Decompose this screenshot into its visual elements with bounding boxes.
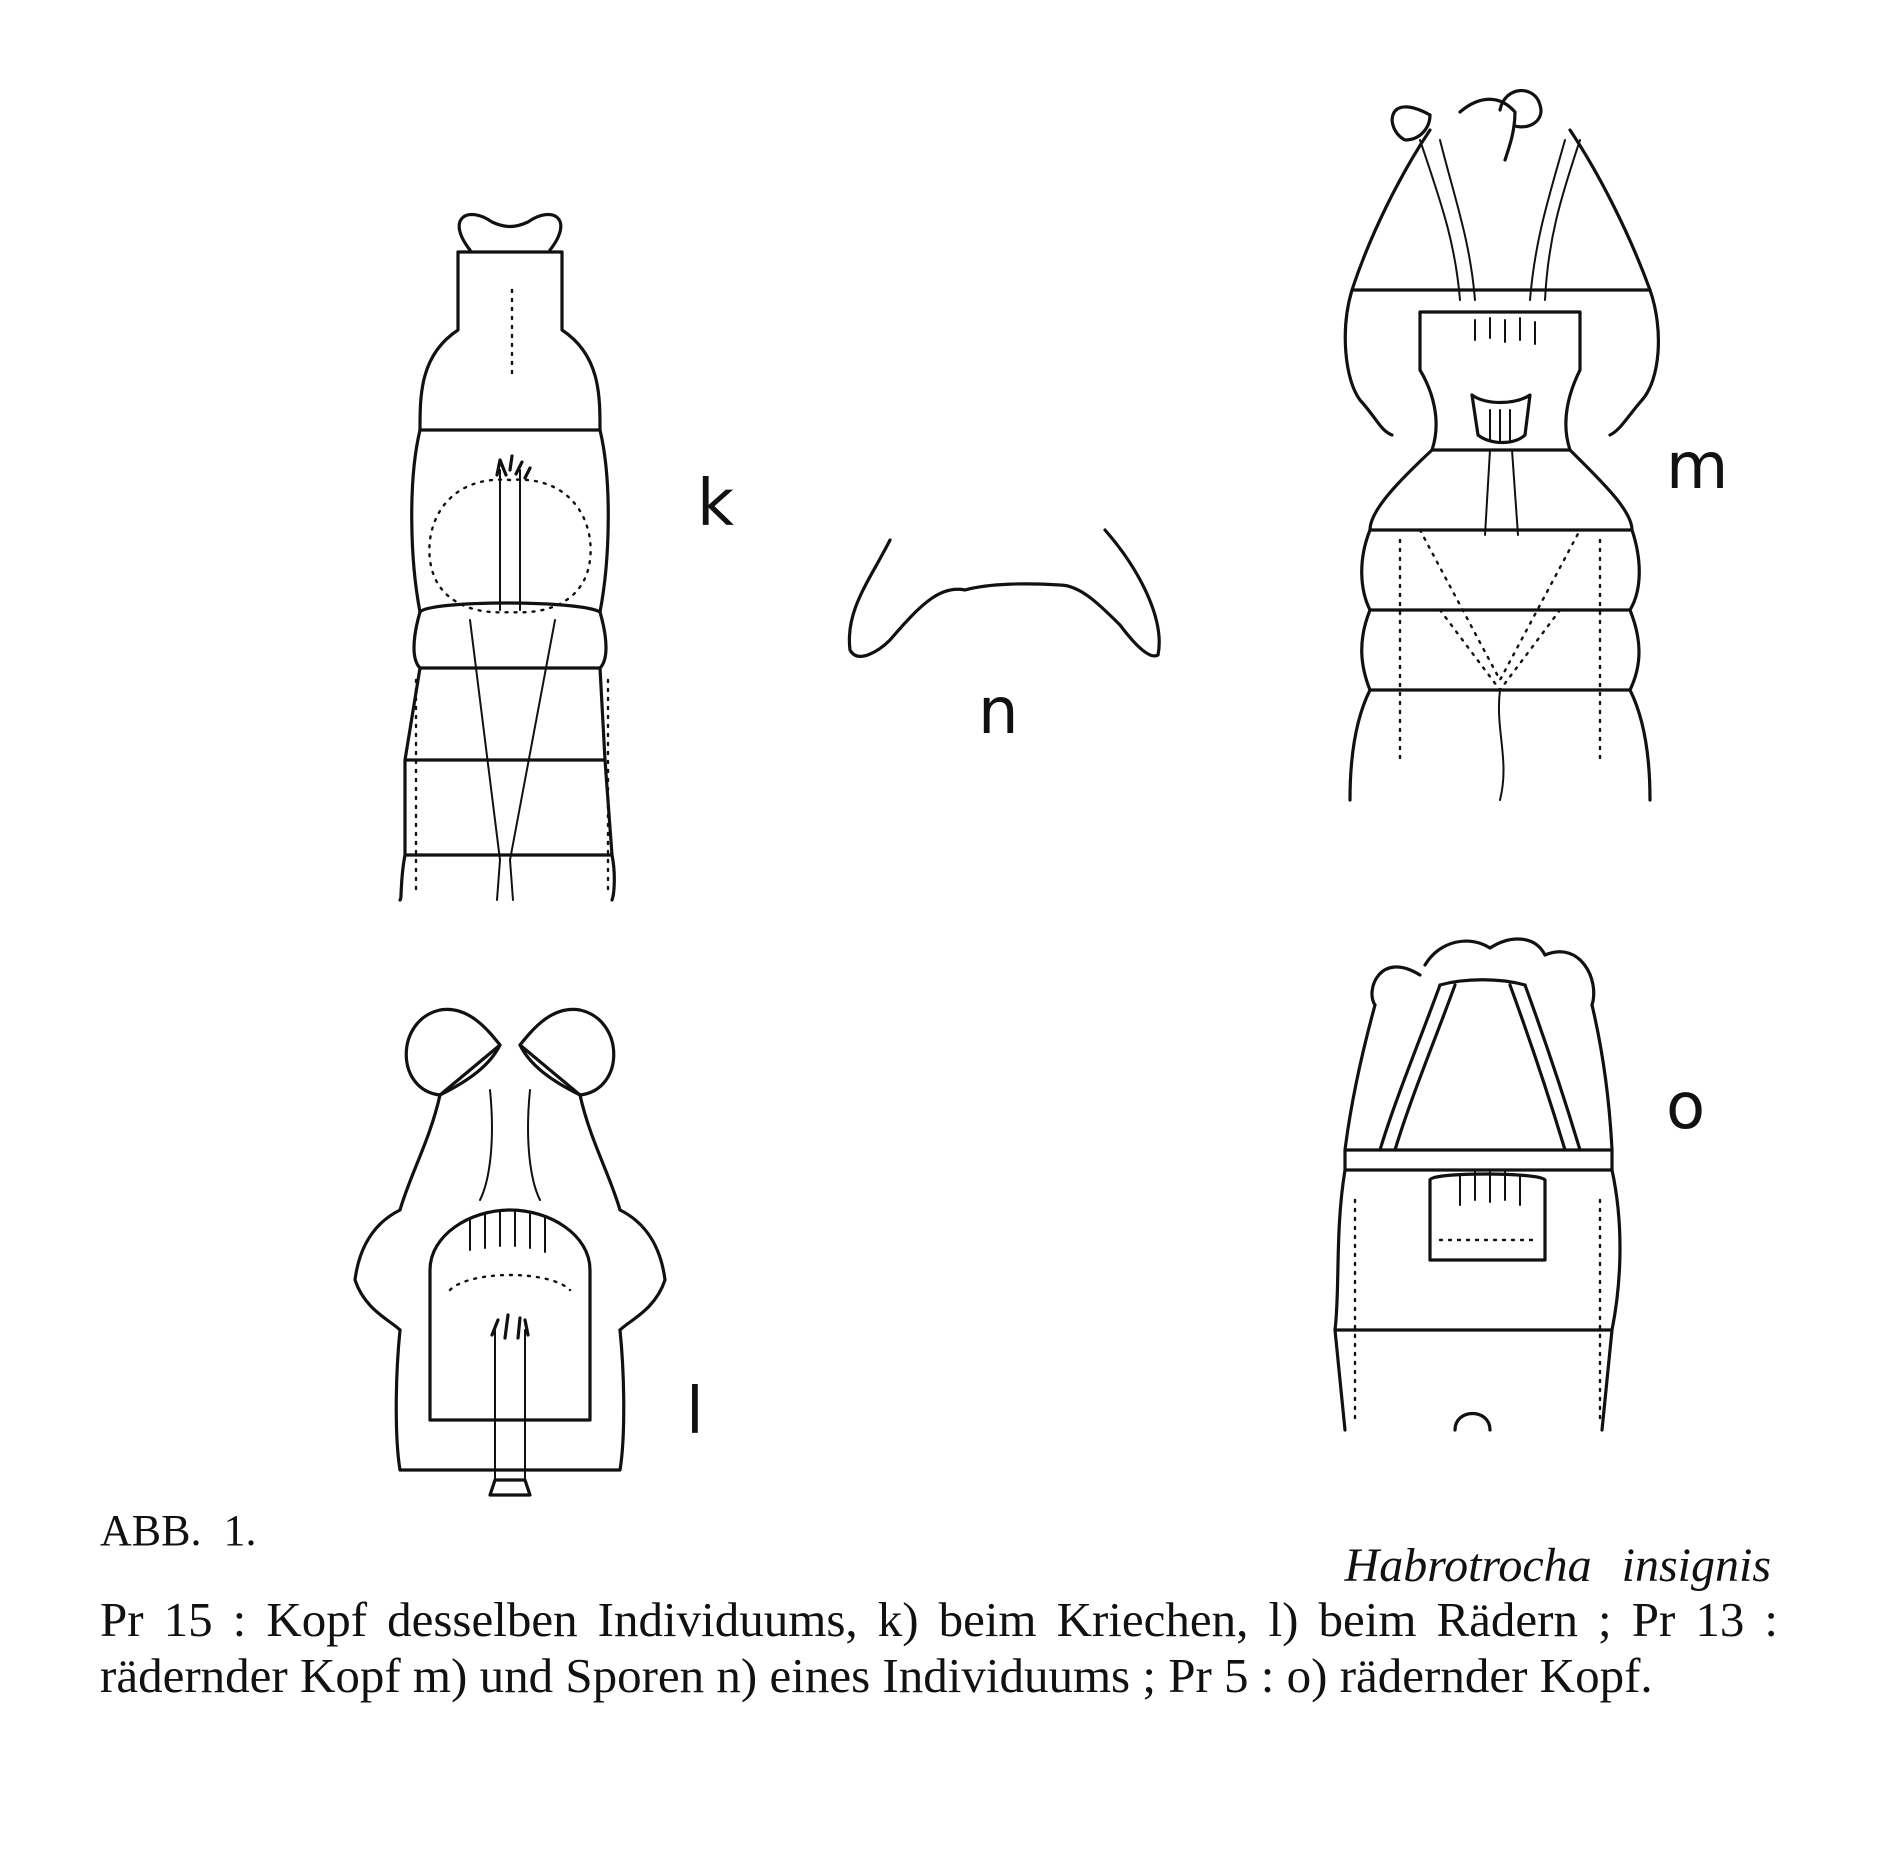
label-l: l	[686, 1375, 704, 1449]
figure-caption: Pr 15 : Kopf desselben Individuums, k) beim Kriechen, l) beim Rädern ; Pr 13 : rädernder Kopf m) und Sporen n) eines Individuums ; Pr 5 : o) rädernder Kopf.	[100, 1592, 1778, 1703]
figure-number	[100, 1505, 256, 1556]
label-k: k	[697, 467, 735, 541]
drawing-l	[355, 1009, 665, 1495]
drawing-m	[1345, 91, 1658, 800]
abb-label: ABB.	[100, 1506, 202, 1555]
abb-number: 1.	[223, 1506, 257, 1555]
drawing-n	[849, 530, 1159, 656]
drawing-o	[1335, 939, 1620, 1430]
species-name: Habrotrocha insignis	[1344, 1539, 1771, 1592]
label-n: n	[978, 675, 1019, 749]
label-m: m	[1666, 430, 1729, 504]
drawing-k	[400, 215, 614, 900]
label-o: o	[1666, 1070, 1706, 1144]
